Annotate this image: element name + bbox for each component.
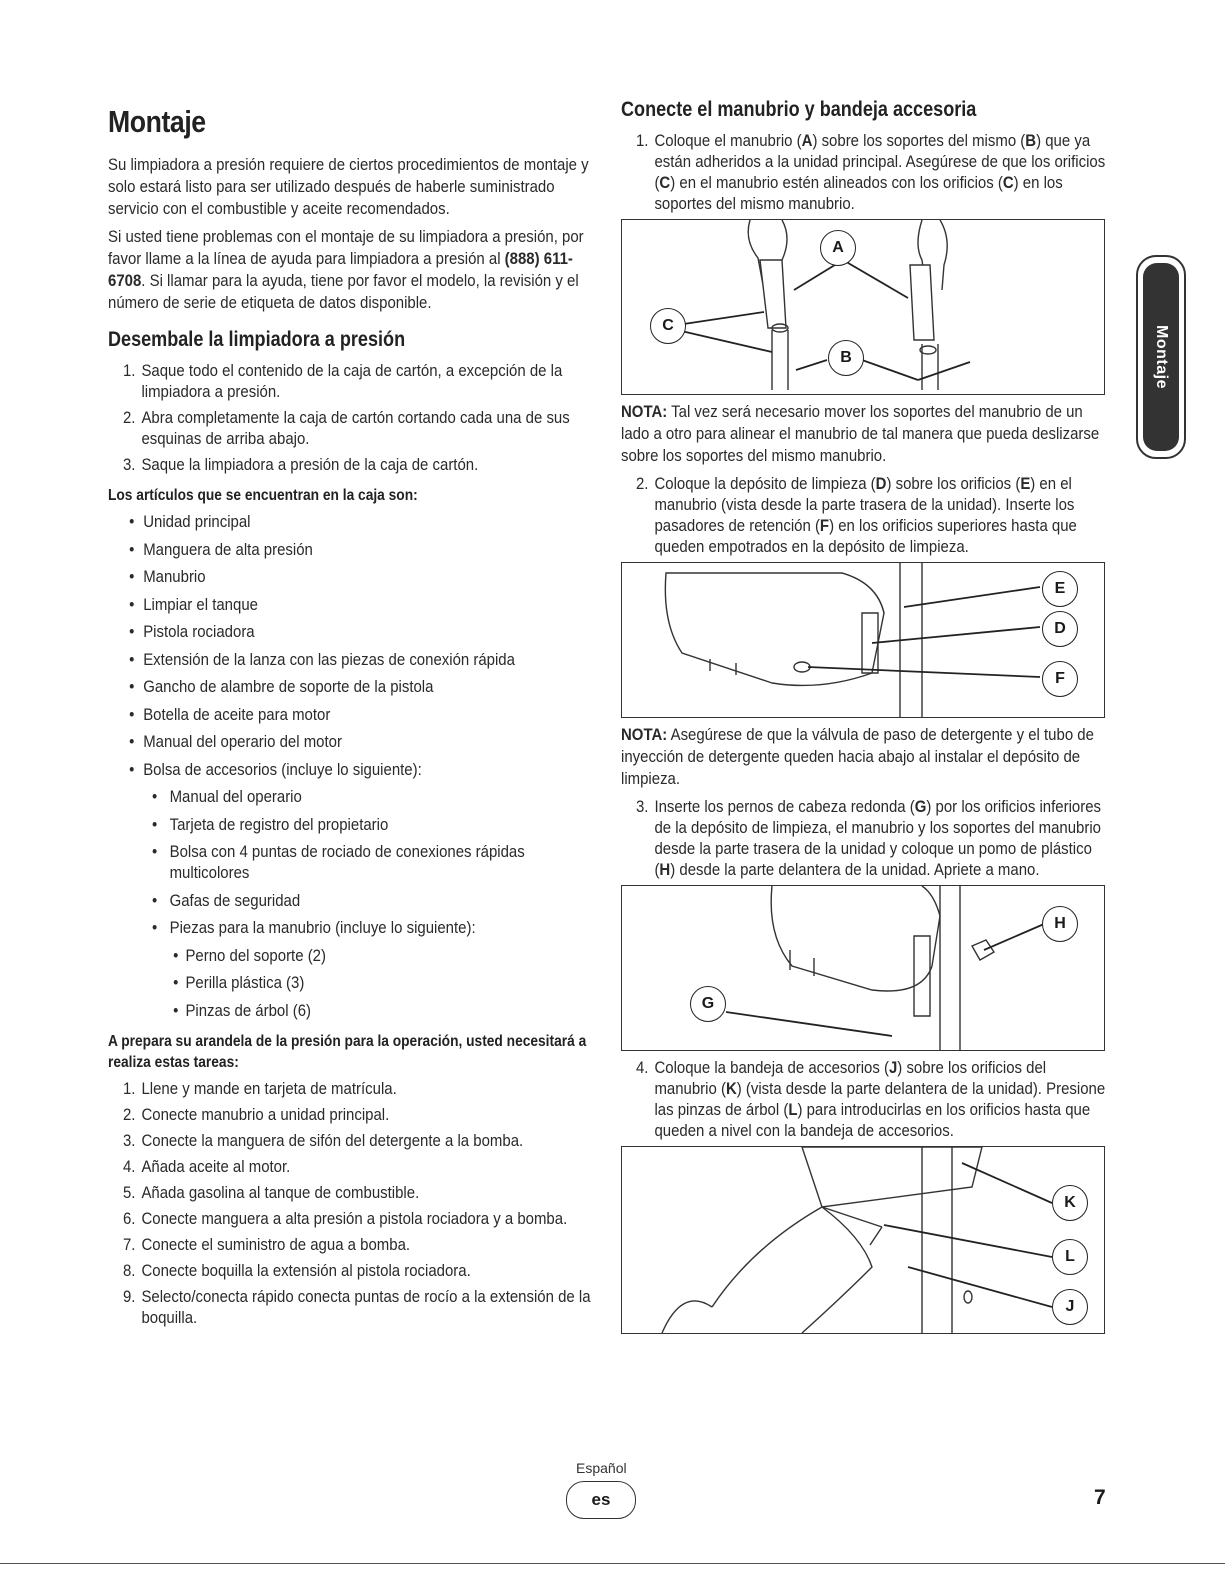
note-2 (621, 724, 1108, 790)
step-number: 3. (122, 1130, 136, 1150)
step-number: 2. (635, 474, 649, 493)
step-text: Conecte manguera a alta presión a pistola rociadora y a bomba. (141, 1208, 568, 1228)
figure-cleaning-tank (621, 562, 1105, 718)
step-text: Coloque la depósito de limpieza ( (654, 474, 876, 493)
intro-paragraph: Su limpiadora a presión requiere de ciertos procedimientos de montaje y solo estará listo para ser utilizado después de haberle suministrado servicio con el combustible y aceite recomendados. (108, 155, 589, 218)
list-item: • Extensión de la lanza con las piezas de conexión rápida (108, 649, 593, 670)
handle-step-1 (621, 130, 1111, 214)
step-text: ) en el manubrio (vista desde la parte trasera de la unidad). Inserte los pasadores de retención ( (654, 474, 1075, 535)
callout-k: K (1052, 1185, 1088, 1221)
callout-d: D (1042, 611, 1078, 647)
list-item: • Perilla plástica (3) (108, 972, 593, 993)
list-item (108, 1234, 593, 1255)
part-ref: C (659, 173, 671, 192)
step-text: Selecto/conecta rápido conecta puntas de rocío a la extensión de la boquilla. (141, 1286, 591, 1327)
step-text: Saque la limpiadora a presión de la caja de cartón. (141, 455, 479, 474)
part-ref: A (801, 131, 813, 150)
unpack-heading: Desembale la limpiadora a presión (108, 328, 406, 351)
step-number: 2. (122, 1104, 136, 1124)
right-column (621, 98, 1111, 1340)
callout-b: B (828, 340, 864, 376)
list-item: • Gafas de seguridad (108, 890, 593, 911)
bolt-knob-illustration (622, 886, 1104, 1050)
callout-j: J (1052, 1289, 1088, 1325)
step-text: Saque todo el contenido de la caja de cartón, a excepción de la limpiadora a presión. (141, 361, 563, 401)
step-text: ) (vista desde la parte delantera de la unidad). Presione las pinzas de árbol ( (654, 1079, 1106, 1119)
list-item (621, 1057, 1108, 1141)
step-text: Conecte boquilla la extensión al pistola rociadora. (141, 1260, 471, 1280)
helpline-text-post: . Si llamar para la ayuda, tiene por favor el modelo, la revisión y el número de serie de etiqueta de datos disponible. (108, 271, 579, 312)
list-item: • Manual del operario (108, 786, 593, 807)
list-item (621, 796, 1108, 880)
step-text: ) desde la parte delantera de la unidad. Apriete a mano. (670, 860, 1040, 879)
figure-accessory-tray (621, 1146, 1105, 1334)
list-item (621, 473, 1108, 557)
step-number: 7. (122, 1234, 136, 1254)
box-items-list (108, 511, 596, 780)
list-item: • Unidad principal (108, 511, 593, 532)
step-number: 1. (122, 1078, 136, 1098)
part-ref: L (788, 1100, 798, 1119)
page-title: Montaje (108, 104, 206, 139)
step-text: Coloque el manubrio ( (654, 131, 802, 150)
box-contents-heading: Los artículos que se encuentran en la caja son: (108, 487, 418, 504)
list-item (108, 1260, 593, 1281)
list-item: • Botella de aceite para motor (108, 704, 593, 725)
handle-section-heading: Conecte el manubrio y bandeja accesoria (621, 98, 977, 121)
step-text: ) sobre los orificios del manubrio ( (654, 1058, 1047, 1098)
parts-items-list (108, 945, 596, 1021)
list-item: • Manubrio (108, 566, 593, 587)
list-item (108, 360, 593, 402)
list-item (108, 1156, 593, 1177)
tank-illustration (622, 563, 1104, 717)
part-ref: F (819, 516, 830, 535)
step-text: Inserte los pernos de cabeza redonda ( (654, 797, 915, 816)
step-number: 3. (122, 455, 136, 474)
helpline-phone: (888) 611-6708 (108, 249, 573, 290)
step-number: 1. (635, 131, 649, 150)
step-text: Coloque la bandeja de accesorios ( (654, 1058, 889, 1077)
step-text: Conecte la manguera de sifón del detergente a la bomba. (141, 1130, 524, 1150)
step-text: ) que ya están adheridos a la unidad principal. Asegúrese de que los orificios ( (654, 131, 1106, 192)
step-number: 4. (122, 1156, 136, 1176)
callout-l: L (1052, 1239, 1088, 1275)
list-item (621, 130, 1108, 214)
step-text: ) en los soportes del mismo manubrio. (654, 173, 1063, 213)
callout-h: H (1042, 906, 1078, 942)
list-item: • Bolsa con 4 puntas de rociado de conexiones rápidas multicolores (108, 841, 593, 883)
step-text: ) sobre los soportes del mismo ( (812, 131, 1026, 150)
step-text: Llene y mande en tarjeta de matrícula. (141, 1078, 397, 1098)
note-1 (621, 401, 1108, 467)
list-item (108, 1078, 593, 1099)
figure-bolt-knob (621, 885, 1105, 1051)
list-item: • Manguera de alta presión (108, 539, 593, 560)
list-item: • Perno del soporte (2) (108, 945, 593, 966)
page-number: 7 (1094, 1486, 1106, 1509)
part-ref: H (659, 860, 671, 879)
step-number: 2. (122, 408, 136, 427)
note-label: NOTA: (621, 725, 668, 744)
helpline-text: Si usted tiene problemas con el montaje de su limpiadora a presión, por favor llame a la línea de ayuda para limpiadora a presión al (108, 227, 584, 268)
list-item (108, 1286, 593, 1328)
part-ref: J (888, 1058, 898, 1077)
step-number: 6. (122, 1208, 136, 1228)
language-badge: es (566, 1481, 636, 1519)
list-item: • Gancho de alambre de soporte de la pistola (108, 676, 593, 697)
step-number: 8. (122, 1260, 136, 1280)
note-text: Asegúrese de que la válvula de paso de detergente y el tubo de inyección de detergente queden hacia abajo al instalar el depósito de limpieza. (621, 725, 1094, 788)
handle-illustration (622, 220, 1104, 394)
part-ref: E (1020, 474, 1031, 493)
step-number: 5. (122, 1182, 136, 1202)
note-label: NOTA: (621, 402, 668, 421)
list-item: • Manual del operario del motor (108, 731, 593, 752)
part-ref: G (914, 797, 927, 816)
list-item (108, 407, 593, 449)
step-text: Añada gasolina al tanque de combustible. (141, 1182, 420, 1202)
handle-step-4 (621, 1057, 1111, 1141)
section-side-tab (1136, 255, 1186, 459)
list-item: • Tarjeta de registro del propietario (108, 814, 593, 835)
callout-c: C (650, 308, 686, 344)
step-text: Abra completamente la caja de cartón cortando cada una de sus esquinas de arriba abajo. (141, 408, 570, 448)
prep-heading: A prepara su arandela de la presión para la operación, usted necesitará a realiza estas tareas: (108, 1032, 587, 1071)
note-text: Tal vez será necesario mover los soportes del manubrio de un lado a otro para alinear el manubrio de tal manera que pueda deslizarse sobre los soportes del mismo manubrio. (621, 402, 1100, 465)
handle-step-3 (621, 796, 1111, 880)
bottom-rule (0, 1563, 1225, 1564)
step-number: 1. (122, 361, 136, 380)
side-tab-label: Montaje (1153, 325, 1171, 389)
list-item (108, 1104, 593, 1125)
list-item: • Pinzas de árbol (6) (108, 1000, 593, 1021)
list-item (108, 1208, 593, 1229)
step-text: ) para introducirlas en los orificios hasta que queden a nivel con la bandeja de accesorios. (654, 1100, 1091, 1140)
step-number: 9. (122, 1286, 136, 1306)
left-column (108, 98, 596, 1333)
step-text: ) por los orificios inferiores de la depósito de limpieza, el manubrio y los soportes del manubrio desde la parte trasera de la unidad y coloque un pomo de plástico ( (654, 797, 1101, 879)
callout-f: F (1042, 661, 1078, 697)
tray-illustration (622, 1147, 1104, 1333)
side-tab-fill (1143, 263, 1179, 451)
callout-g: G (690, 986, 726, 1022)
list-item: • Piezas para la manubrio (incluye lo siguiente): (108, 917, 593, 938)
part-ref: C (1002, 173, 1014, 192)
step-text: Añada aceite al motor. (141, 1156, 291, 1176)
step-text: ) en el manubrio estén alineados con los orificios ( (670, 173, 1003, 192)
callout-a: A (820, 230, 856, 266)
list-item: • Limpiar el tanque (108, 594, 593, 615)
bag-items-list (108, 786, 596, 938)
step-number: 4. (635, 1058, 649, 1077)
footer-language: Español (576, 1460, 627, 1476)
part-ref: D (875, 474, 887, 493)
step-text: Conecte el suministro de agua a bomba. (141, 1234, 411, 1254)
prep-steps (108, 1078, 596, 1328)
callout-e: E (1042, 571, 1078, 607)
step-number: 3. (635, 797, 649, 816)
list-item (108, 454, 593, 475)
part-ref: K (725, 1079, 737, 1098)
unpack-steps (108, 360, 596, 475)
list-item: • Pistola rociadora (108, 621, 593, 642)
figure-handle-attach (621, 219, 1105, 395)
step-text: Conecte manubrio a unidad principal. (141, 1104, 390, 1124)
step-text: ) sobre los orificios ( (886, 474, 1021, 493)
list-item (108, 1182, 593, 1203)
part-ref: B (1025, 131, 1037, 150)
list-item (108, 1130, 593, 1151)
handle-step-2 (621, 473, 1111, 557)
list-item: • Bolsa de accesorios (incluye lo siguiente): (108, 759, 593, 780)
step-text: ) en los orificios superiores hasta que queden empotrados en la depósito de limpieza. (654, 516, 1077, 556)
helpline-paragraph (108, 226, 593, 314)
